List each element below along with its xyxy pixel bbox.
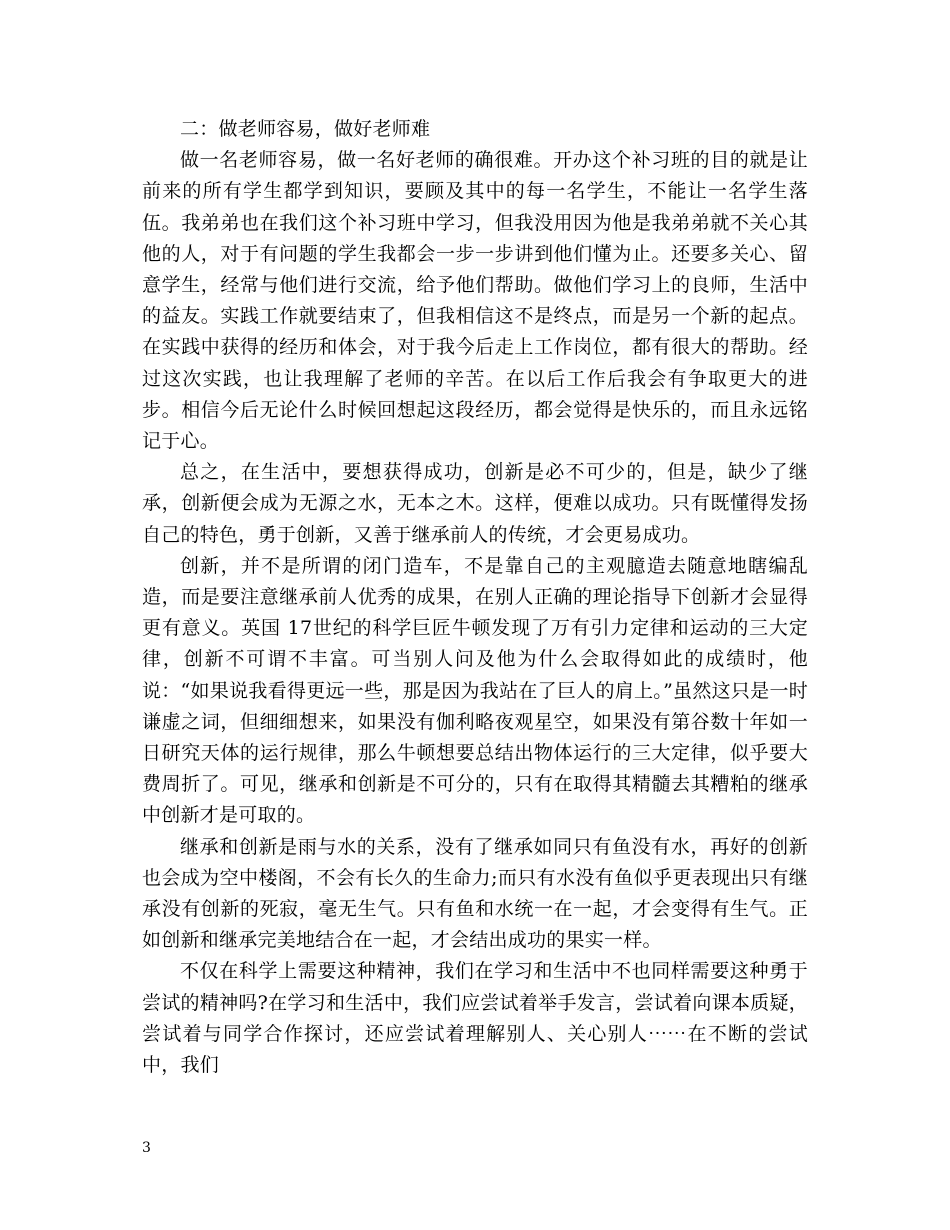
paragraph-innovation-newton: 创新，并不是所谓的闭门造车，不是靠自己的主观臆造去随意地瞎编乱造，而是要注意继承前人优秀的成果，在别人正确的理论指导下创新才会显得更有意义。英国 17世纪的科学巨匠牛顿发现了万有引力定律和运动的三大定律，创新不可谓不丰富。可当别人问及他为什么会取得如此的成绩时，他说：“如果说我看得更远一些，那是因为我站在了巨人的肩上。”虽然这只是一时谦虚之词，但细细想来，如果没有伽利略夜观星空，如果没有第谷数十年如一日研究天体的运行规律，那么牛顿想要总结出物体运行的三大定律，似乎要大费周折了。可见，继承和创新是不可分的，只有在取得其精髓去其糟粕的继承中创新才是可取的。	[142, 554, 808, 827]
document-body	[142, 114, 808, 1081]
paragraph-summary: 总之，在生活中，要想获得成功，创新是必不可少的，但是，缺少了继承，创新便会成为无源之水，无本之木。这样，便难以成功。只有既懂得发扬自己的特色，勇于创新，又善于继承前人的传统，才会更易成功。	[142, 461, 808, 546]
section-heading: 二：做老师容易，做好老师难	[180, 118, 431, 140]
page-number: 3	[142, 1140, 151, 1156]
paragraph-trying-spirit: 不仅在科学上需要这种精神，我们在学习和生活中不也同样需要这种勇于尝试的精神吗?在学习和生活中，我们应尝试着举手发言，尝试着向课本质疑，尝试着与同学合作探讨，还应尝试着理解别人、关心别人⋯⋯在不断的尝试中，我们	[142, 960, 808, 1077]
paragraph-teacher: 做一名老师容易，做一名好老师的确很难。开办这个补习班的目的就是让前来的所有学生都学到知识，要顾及其中的每一名学生，不能让一名学生落伍。我弟弟也在我们这个补习班中学习，但我没用因为他是我弟弟就不关心其他的人，对于有问题的学生我都会一步一步讲到他们懂为止。还要多关心、留意学生，经常与他们进行交流，给予他们帮助。做他们学习上的良师，生活中的益友。实践工作就要结束了，但我相信这不是终点，而是另一个新的起点。在实践中获得的经历和体会，对于我今后走上工作岗位，都有很大的帮助。经过这次实践，也让我理解了老师的辛苦。在以后工作后我会有争取更大的进步。相信今后无论什么时候回想起这段经历，都会觉得是快乐的，而且永远铭记于心。	[142, 149, 808, 453]
paragraph-fish-water: 继承和创新是雨与水的关系，没有了继承如同只有鱼没有水，再好的创新也会成为空中楼阁，不会有长久的生命力;而只有水没有鱼似乎更表现出只有继承没有创新的死寂，毫无生气。只有鱼和水统一在一起，才会变得有生气。正如创新和继承完美地结合在一起，才会结出成功的果实一样。	[142, 835, 808, 952]
